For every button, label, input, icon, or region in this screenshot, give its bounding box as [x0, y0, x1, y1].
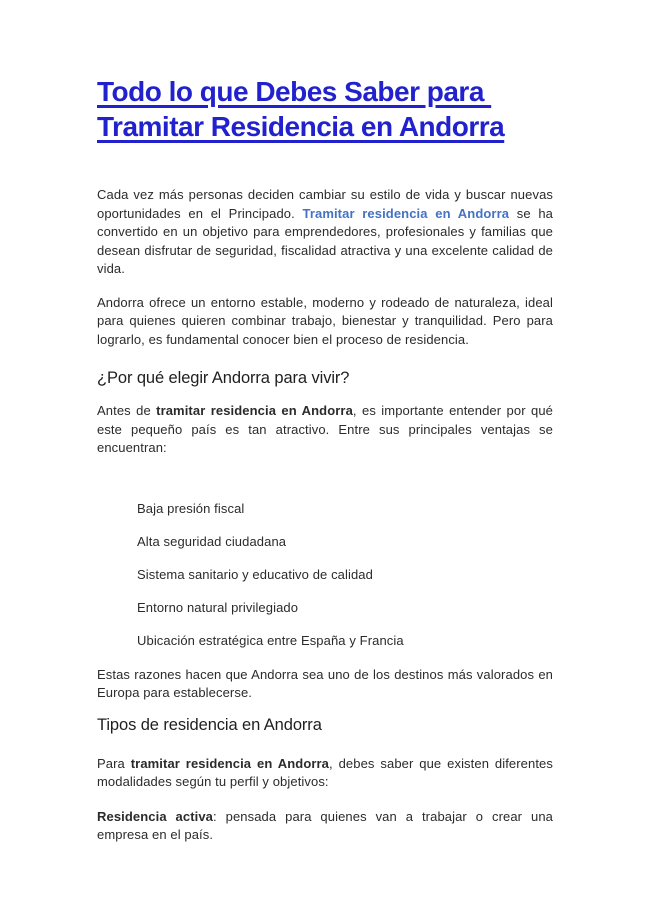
text-segment: tramitar residencia en Andorra: [156, 403, 353, 418]
document-title: [97, 74, 553, 144]
title-line-2: Tramitar Residencia en Andorra: [97, 111, 505, 142]
document-body: [97, 186, 553, 845]
text-segment: Para: [97, 755, 131, 771]
text-segment: , debes saber que existen diferentes modalidades según tu perfil y objetivos:: [97, 755, 553, 789]
text-segment: Andorra ofrece un entorno estable, moderno y rodeado de naturaleza, ideal para quienes quieren combinar trabajo, bienestar y tranquilidad. Pero para lograrlo, es fundamental conocer bien el proceso de residencia.: [97, 294, 553, 347]
paragraph: [97, 402, 553, 458]
paragraph: [97, 294, 553, 350]
text-segment: Cada vez más personas deciden cambiar su estilo de vida y buscar nuevas oportunidades en el Principado.: [97, 187, 553, 221]
text-segment: Residencia activa: [97, 808, 214, 824]
section-heading: [97, 367, 553, 390]
list-item: Sistema sanitario y educativo de calidad: [137, 566, 373, 582]
paragraph: [97, 755, 553, 792]
list-item: Baja presión fiscal: [137, 500, 245, 516]
text-segment: : pensada para quienes van a trabajar o crear una empresa en el país.: [97, 808, 553, 842]
paragraph: [97, 808, 553, 845]
section-heading: [97, 714, 553, 737]
text-segment: Estas razones hacen que Andorra sea uno de los destinos más valorados en Europa para establecerse.: [97, 666, 553, 700]
paragraph: [97, 666, 553, 703]
list-item: Ubicación estratégica entre España y Francia: [137, 632, 404, 648]
paragraph: [97, 186, 553, 279]
benefits-list: [137, 500, 553, 650]
text-segment: tramitar residencia en Andorra: [130, 755, 330, 771]
text-segment: Antes de: [97, 403, 157, 418]
document-content: [97, 74, 553, 845]
text-segment: Tipos de residencia en Andorra: [97, 715, 322, 734]
text-segment: , es importante entender por qué este pequeño país es tan atractivo. Entre sus principales ventajas se encuentran:: [97, 403, 553, 455]
inline-link[interactable]: Tramitar residencia en Andorra: [302, 205, 510, 221]
list-item: Entorno natural privilegiado: [137, 599, 299, 615]
text-segment: se ha convertido en un objetivo para emprendedores, profesionales y familias que desean disfrutar de seguridad, fiscalidad atractiva y una excelente calidad de vida.: [97, 205, 554, 276]
title-line-1: Todo lo que Debes Saber para: [97, 76, 492, 107]
text-segment: ¿Por qué elegir Andorra para vivir?: [97, 369, 350, 387]
list-item: Alta seguridad ciudadana: [137, 533, 287, 549]
